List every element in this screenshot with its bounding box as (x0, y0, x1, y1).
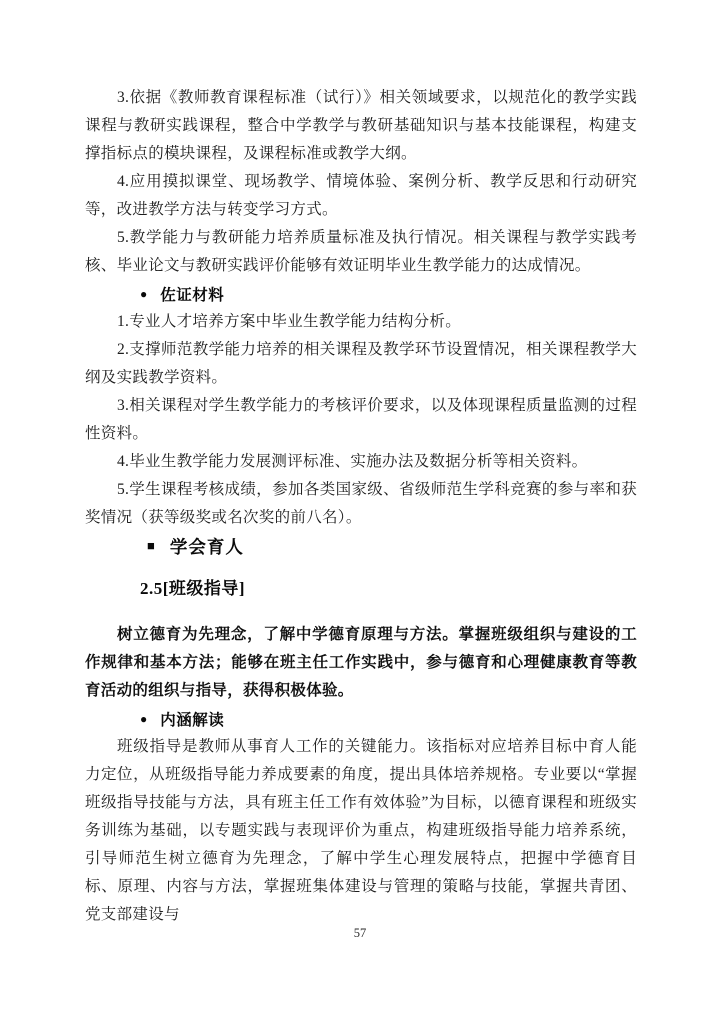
evidence-item-3: 3.相关课程对学生教学能力的考核评价要求，以及体现课程质量监测的过程性资料。 (85, 397, 637, 442)
evidence-item-5: 5.学生课程考核成绩，参加各类国家级、省级师范生学科竞赛的参与率和获奖情况（获等级奖或名次奖的前八名）。 (85, 481, 637, 526)
paragraph-course-standards: 3.依据《教师教育课程标准（试行）》相关领域要求，以规范化的教学实践课程与教研实践课程，整合中学教学与教研基础知识与基本技能课程，构建支撑指标点的模块课程，及课程标准或教学大纲。 (85, 89, 637, 162)
evidence-materials-label: 佐证材料 (160, 287, 225, 304)
evidence-item-2: 2.支撑师范教学能力培养的相关课程及教学环节设置情况，相关课程教学大纲及实践教学资料。 (85, 341, 637, 386)
standard-requirement-paragraph: 树立德育为先理念，了解中学德育原理与方法。掌握班级组织与建设的工作规律和基本方法；能够在班主任工作实践中，参与德育和心理健康教育等教育活动的组织与指导，获得积极体验。 (85, 626, 637, 699)
section-heading-2-5: 2.5[班级指导] (140, 579, 246, 598)
learn-to-educate-heading (147, 532, 637, 560)
page-content (85, 84, 637, 929)
evidence-item-1: 1.专业人才培养方案中毕业生教学能力结构分析。 (117, 313, 462, 330)
connotation-heading (140, 705, 637, 733)
bullet-dot-icon: ● (140, 287, 148, 301)
bullet-dot-icon: ● (140, 712, 148, 726)
paragraph-teaching-methods: 4.应用摸拟课堂、现场教学、情境体验、案例分析、教学反思和行动研究等，改进教学方法与转变学习方式。 (85, 173, 637, 218)
bullet-square-icon: ■ (147, 538, 155, 553)
connotation-paragraph: 班级指导是教师从事育人工作的关键能力。该指标对应培养目标中育人能力定位，从班级指导能力养成要素的角度，提出具体培养规格。专业要以“掌握班级指导技能与方法，具有班主任工作有效体验”为目标，以德育课程和班级实务训练为基础，以专题实践与表现评价为重点，构建班级指导能力培养系统，引导师范生树立德育为先理念，了解中学生心理发展特点，把握中学德育目标、原理、内容与方法，掌握班集体建设与管理的策略与技能，掌握共青团、党支部建设与 (85, 738, 637, 923)
evidence-materials-heading (140, 280, 637, 308)
learn-to-educate-label: 学会育人 (169, 536, 244, 557)
paragraph-quality-standards: 5.教学能力与教研能力培养质量标准及执行情况。相关课程与教学实践考核、毕业论文与教研实践评价能够有效证明毕业生教学能力的达成情况。 (85, 229, 637, 274)
connotation-label: 内涵解读 (160, 712, 225, 729)
page-number: 57 (353, 926, 367, 940)
evidence-item-4: 4.毕业生教学能力发展测评标准、实施办法及数据分析等相关资料。 (117, 453, 588, 470)
